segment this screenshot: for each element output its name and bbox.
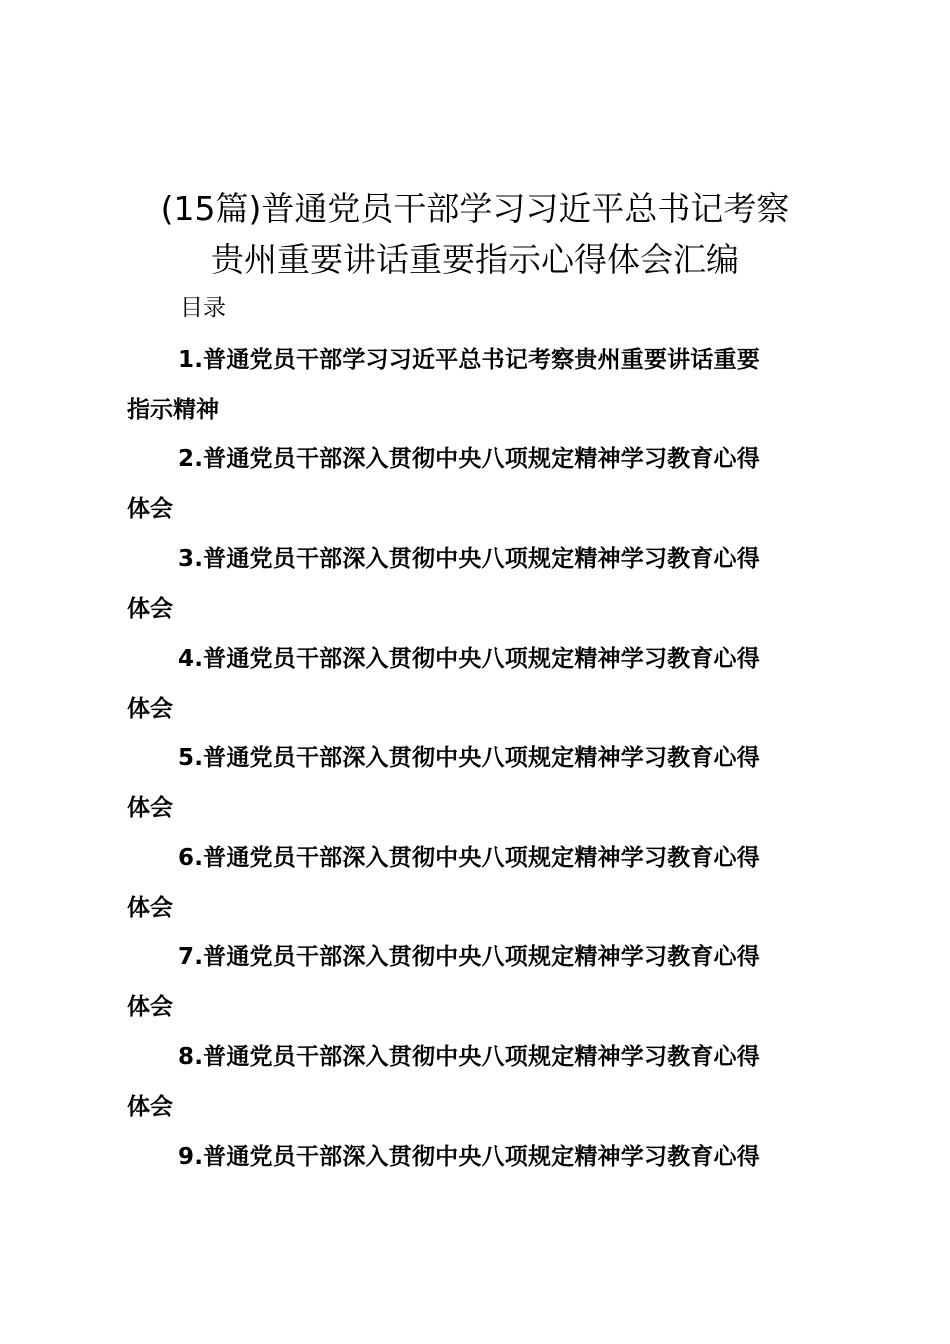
toc-item-text-continued: 体会 xyxy=(127,895,173,921)
toc-item-text: 7.普通党员干部深入贯彻中央八项规定精神学习教育心得 xyxy=(178,944,760,970)
document-title-line-2: 贵州重要讲话重要指示心得体会汇编 xyxy=(211,240,739,279)
toc-item-text-continued: 体会 xyxy=(127,994,173,1020)
toc-item-text-continued: 体会 xyxy=(127,496,173,522)
toc-item-text-continued: 体会 xyxy=(127,596,173,622)
toc-item-text: 3.普通党员干部深入贯彻中央八项规定精神学习教育心得 xyxy=(178,546,760,572)
toc-item-text: 5.普通党员干部深入贯彻中央八项规定精神学习教育心得 xyxy=(178,745,760,771)
document-title-line-1: (15篇)普通党员干部学习习近平总书记考察 xyxy=(160,189,790,228)
toc-item-text: 8.普通党员干部深入贯彻中央八项规定精神学习教育心得 xyxy=(178,1044,760,1070)
toc-item-text: 6.普通党员干部深入贯彻中央八项规定精神学习教育心得 xyxy=(178,845,760,871)
toc-item-text-continued: 体会 xyxy=(127,795,173,821)
toc-item-text-continued: 体会 xyxy=(127,1094,173,1120)
toc-item-text: 4.普通党员干部深入贯彻中央八项规定精神学习教育心得 xyxy=(178,646,760,672)
toc-item-text: 2.普通党员干部深入贯彻中央八项规定精神学习教育心得 xyxy=(178,446,760,472)
toc-item-text: 9.普通党员干部深入贯彻中央八项规定精神学习教育心得 xyxy=(178,1144,760,1170)
toc-heading: 目录 xyxy=(180,295,226,321)
toc-item-text-continued: 体会 xyxy=(127,696,173,722)
toc-item-text-continued: 指示精神 xyxy=(127,397,219,423)
toc-item-text: 1.普通党员干部学习习近平总书记考察贵州重要讲话重要 xyxy=(178,347,760,373)
